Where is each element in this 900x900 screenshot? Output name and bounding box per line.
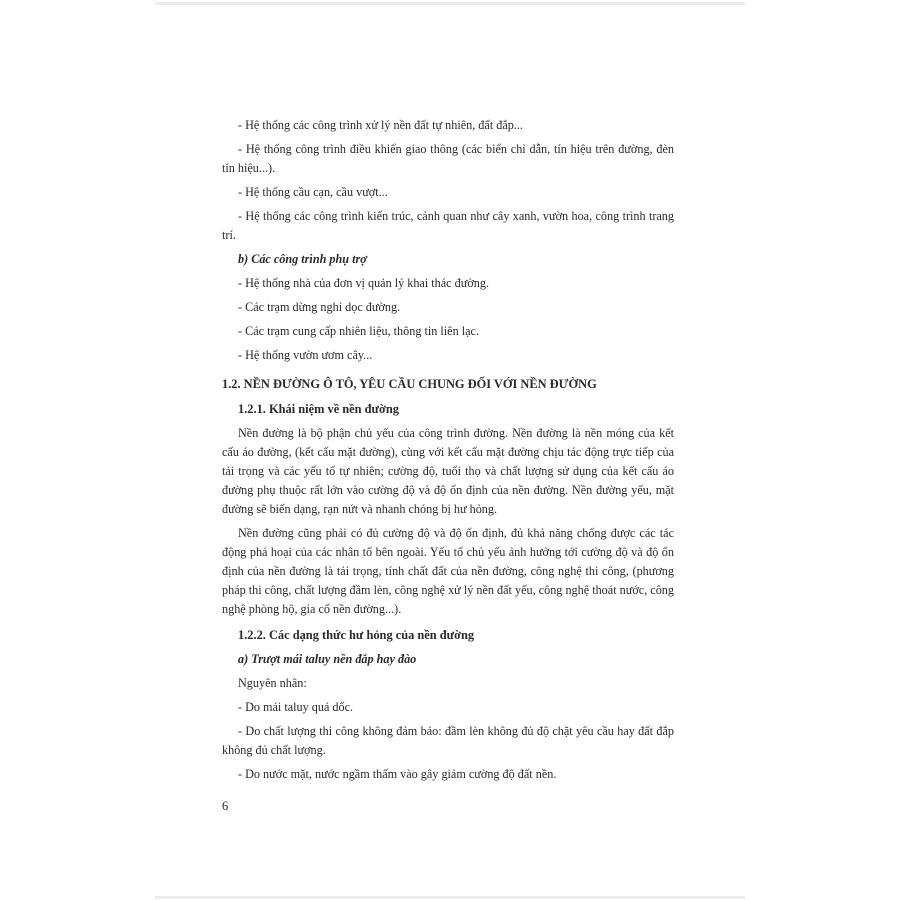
paragraph: - Hệ thống các công trình kiến trúc, cảnh quan như cây xanh, vườn hoa, công trình trang trí. (222, 209, 674, 242)
paragraph: - Do mái taluy quá dốc. (238, 700, 354, 714)
paragraph: - Do nước mặt, nước ngầm thấm vào gây giảm cường độ đất nền. (238, 767, 557, 781)
page-content (222, 116, 674, 789)
top-divider (155, 2, 745, 5)
bottom-divider (155, 896, 745, 899)
paragraph: - Các trạm cung cấp nhiên liệu, thông tin liên lạc. (238, 324, 479, 338)
paragraph: - Hệ thống nhà của đơn vị quản lý khai thác đường. (238, 276, 489, 290)
subsection-heading: 1.2.1. Khái niệm về nền đường (238, 402, 399, 416)
paragraph: - Các trạm dừng nghỉ dọc đường. (238, 300, 401, 314)
paragraph: - Do chất lượng thi công không đảm bảo: đầm lèn không đủ độ chặt yêu cầu hay đất đắp không đủ chất lượng. (222, 724, 674, 757)
subsection-heading: 1.2.2. Các dạng thức hư hỏng của nền đường (238, 628, 475, 642)
paragraph: - Hệ thống cầu cạn, cầu vượt... (238, 185, 388, 199)
paragraph: Nền đường cũng phải có đủ cường độ và độ ổn định, đủ khả năng chống được các tác động phá hoại của các nhân tố bên ngoài. Yếu tố chủ yếu ảnh hưởng tới cường độ và độ ổn định của nền đường là tải trọng, tính chất đất của nền đường, công nghệ thi công, (phương pháp thi công, chất lượng đầm lèn, công nghệ xử lý nền đất yếu, công nghệ thoát nước, công nghệ phòng hộ, gia cố nền đường...). (222, 526, 674, 616)
paragraph: - Hệ thống vườn ươm cây... (238, 348, 373, 362)
page-number: 6 (222, 799, 229, 813)
subheading: a) Trượt mái taluy nền đắp hay đào (238, 652, 417, 666)
subheading: b) Các công trình phụ trợ (238, 252, 367, 266)
paragraph: - Hệ thống các công trình xử lý nền đất tự nhiên, đất đắp... (238, 118, 523, 132)
paragraph: Nền đường là bộ phận chủ yếu của công trình đường. Nền đường là nền móng của kết cấu áo đường, (kết cấu mặt đường), cùng với kết cấu mặt đường chịu tác động trực tiếp của tải trọng và các yếu tố tự nhiên; cường độ, tuổi thọ và chất lượng sử dụng của kết cấu áo đường phụ thuộc rất lớn vào cường độ và độ ổn định của nền đường. Nền đường yếu, mặt đường sẽ biến dạng, rạn nứt và nhanh chóng bị hư hỏng. (222, 426, 674, 516)
paragraph: Nguyên nhân: (238, 676, 307, 690)
paragraph: - Hệ thống công trình điều khiển giao thông (các biển chỉ dẫn, tín hiệu trên đường, đèn tín hiệu...). (222, 142, 674, 175)
section-heading: 1.2. NỀN ĐƯỜNG Ô TÔ, YÊU CẦU CHUNG ĐỐI VỚI NỀN ĐƯỜNG (222, 377, 597, 391)
